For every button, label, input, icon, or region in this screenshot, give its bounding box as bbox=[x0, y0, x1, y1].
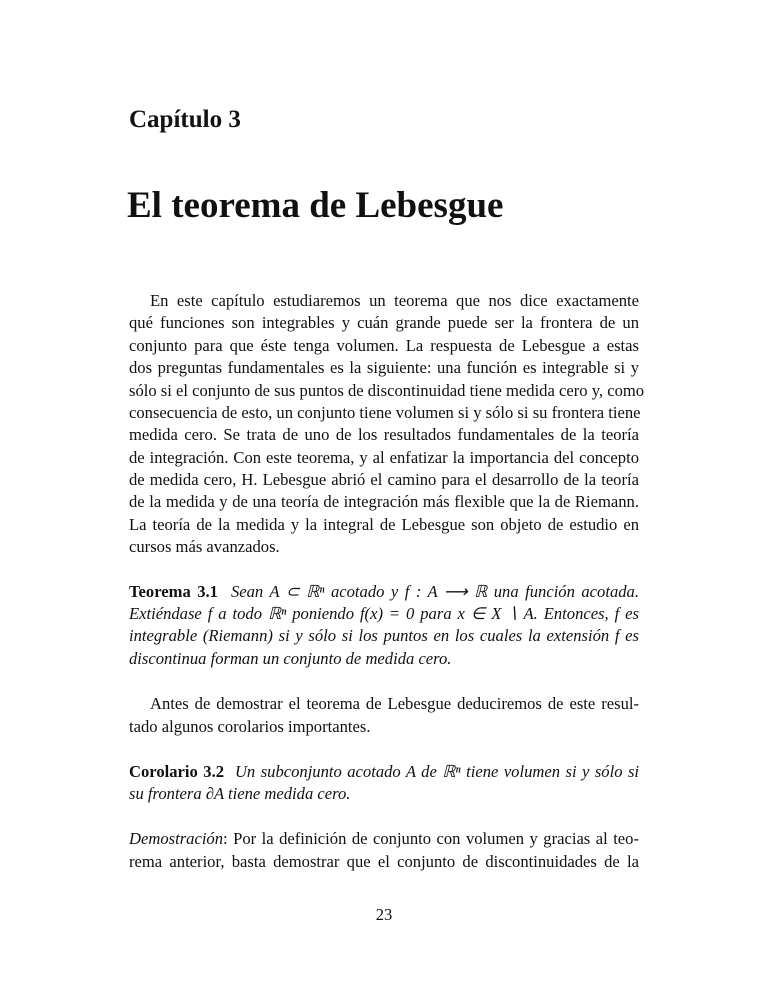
text-line: Un subconjunto acotado A de ℝⁿ tiene volumen si y sólo si bbox=[234, 762, 640, 781]
text-line: medida cero. Se trata de uno de los resultados fundamentales de la teoría bbox=[129, 425, 639, 444]
text-line: Antes de demostrar el teorema de Lebesgue deduciremos de este resul- bbox=[150, 694, 639, 713]
theorem-label: Teorema 3.1 bbox=[129, 582, 218, 601]
text-line: integrable (Riemann) si y sólo si los puntos en los cuales la extensión f es bbox=[129, 626, 639, 645]
text-line: de integración. Con este teorema, y al enfatizar la importancia del concepto bbox=[129, 448, 639, 467]
text-line: tado algunos corolarios importantes. bbox=[129, 717, 371, 736]
text-line: de la medida y de una teoría de integración más flexible que la de Riemann. bbox=[129, 492, 639, 511]
text-line: En este capítulo estudiaremos un teorema que nos dice exactamente bbox=[150, 291, 639, 310]
text-line: dos preguntas fundamentales es la siguiente: una función es integrable si y bbox=[129, 358, 639, 377]
text-line: sólo si el conjunto de sus puntos de discontinuidad tiene medida cero y, como bbox=[129, 381, 645, 400]
corollary-label: Corolario 3.2 bbox=[129, 762, 225, 781]
page-number: 23 bbox=[375, 905, 393, 924]
chapter-title: El teorema de Lebesgue bbox=[127, 185, 504, 226]
text-line: : Por la definición de conjunto con volumen y gracias al teo- bbox=[223, 829, 639, 848]
text-line: discontinua forman un conjunto de medida cero. bbox=[129, 649, 452, 668]
text-line: su frontera ∂A tiene medida cero. bbox=[129, 784, 351, 803]
text-line: Sean A ⊂ ℝⁿ acotado y f : A ⟶ ℝ una función acotada. bbox=[230, 582, 639, 601]
text-line: qué funciones son integrables y cuán grande puede ser la frontera de un bbox=[129, 313, 639, 332]
text-line: cursos más avanzados. bbox=[129, 537, 280, 556]
text-line: Extiéndase f a todo ℝⁿ poniendo f(x) = 0 para x ∈ X ∖ A. Entonces, f es bbox=[129, 604, 639, 623]
text-line: rema anterior, basta demostrar que el conjunto de discontinuidades de la bbox=[129, 852, 639, 871]
text-line: consecuencia de esto, un conjunto tiene volumen si y sólo si su frontera tiene bbox=[129, 403, 641, 422]
proof-label: Demostración bbox=[129, 829, 224, 848]
chapter-label: Capítulo 3 bbox=[129, 106, 241, 133]
text-line: de medida cero, H. Lebesgue abrió el camino para el desarrollo de la teoría bbox=[129, 470, 639, 489]
text-line: conjunto para que éste tenga volumen. La respuesta de Lebesgue a estas bbox=[129, 336, 639, 355]
text-line: La teoría de la medida y la integral de Lebesgue son objeto de estudio en bbox=[129, 515, 639, 534]
